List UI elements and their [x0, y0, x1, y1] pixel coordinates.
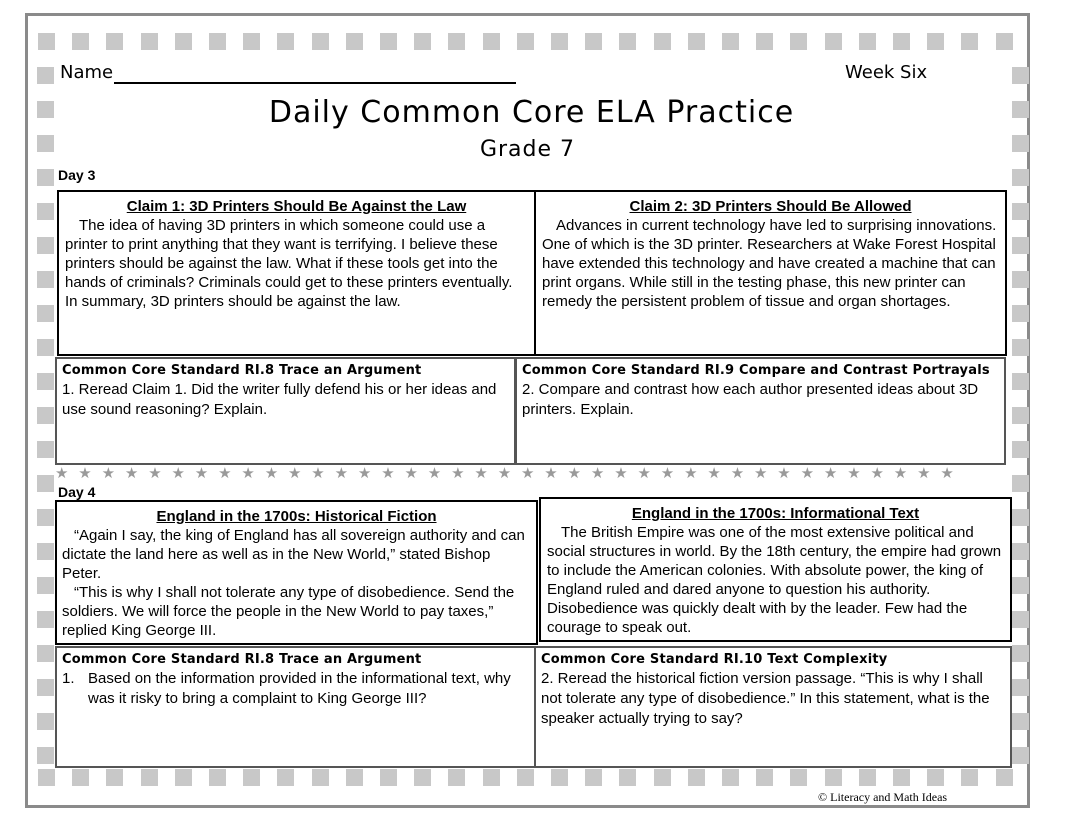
border-square: [37, 441, 54, 458]
border-square: [72, 33, 89, 50]
day4-q1-text: Based on the information provided in the informational text, why was it risky to bring a complaint to King George III?: [88, 670, 511, 707]
day3-q1-text: 1. Reread Claim 1. Did the writer fully defend his or her ideas and use sound reasoning? Explain.: [62, 381, 497, 418]
grade-label: Grade 7: [479, 137, 576, 162]
divider-star: ★: [544, 465, 558, 482]
border-square: [722, 33, 739, 50]
divider-star: ★: [521, 465, 535, 482]
border-square: [551, 769, 568, 786]
border-square: [448, 769, 465, 786]
day4-q2-standard: Common Core Standard RI.10 Text Complexity: [541, 652, 888, 667]
border-square: [37, 577, 54, 594]
divider-star: ★: [148, 465, 162, 482]
border-square: [996, 33, 1013, 50]
border-square: [243, 33, 260, 50]
fiction-title: England in the 1700s: Historical Fiction: [156, 508, 437, 525]
border-square: [1012, 713, 1029, 730]
border-square: [756, 769, 773, 786]
day4-q1-standard: Common Core Standard RI.8 Trace an Argument: [62, 652, 422, 667]
border-square: [1012, 203, 1029, 220]
divider-star: ★: [870, 465, 884, 482]
day3-q2-text: 2. Compare and contrast how each author presented ideas about 3D printers. Explain.: [522, 381, 979, 418]
divider-star: ★: [707, 465, 721, 482]
border-square: [37, 713, 54, 730]
divider-star: ★: [847, 465, 861, 482]
border-square: [312, 769, 329, 786]
border-square: [1012, 577, 1029, 594]
border-square: [1012, 339, 1029, 356]
border-square: [72, 769, 89, 786]
border-square: [209, 769, 226, 786]
day4-question2-box[interactable]: [534, 646, 1012, 768]
divider-star: ★: [893, 465, 908, 482]
divider-star: ★: [241, 465, 255, 482]
border-square: [688, 769, 705, 786]
border-square: [688, 33, 705, 50]
border-square: [37, 747, 54, 764]
page-title: Daily Common Core ELA Practice: [268, 95, 795, 130]
divider-star: ★: [637, 465, 651, 482]
border-square: [141, 33, 158, 50]
border-square: [893, 33, 910, 50]
name-label: Name: [60, 62, 114, 83]
divider-star: ★: [404, 465, 418, 482]
border-square: [37, 271, 54, 288]
claim2-title: Claim 2: 3D Printers Should Be Allowed: [629, 198, 912, 215]
border-square: [37, 67, 54, 84]
border-square: [37, 543, 54, 560]
border-square: [1012, 373, 1029, 390]
border-square: [448, 33, 465, 50]
day3-question2-box[interactable]: [515, 357, 1006, 465]
border-square: [1012, 475, 1029, 492]
divider-star: ★: [567, 465, 582, 482]
divider-star: ★: [194, 465, 209, 482]
border-square: [37, 203, 54, 220]
claim1-box: [57, 190, 536, 356]
border-square: [37, 169, 54, 186]
border-square: [175, 769, 192, 786]
border-square: [106, 33, 123, 50]
border-square: [825, 33, 842, 50]
divider-star: ★: [171, 465, 185, 482]
border-square: [585, 769, 602, 786]
divider-star: ★: [311, 465, 325, 482]
border-square: [37, 373, 54, 390]
border-square: [380, 33, 397, 50]
day4-q1-body: [62, 669, 529, 709]
divider-star: ★: [381, 465, 395, 482]
border-square: [722, 769, 739, 786]
border-square: [654, 33, 671, 50]
border-square: [927, 769, 944, 786]
fiction-para2: “This is why I shall not tolerate any type of disobedience. Send the soldiers. We will force the people in the New World to pay taxes,” replied King George III.: [62, 584, 515, 639]
day3-q1-standard: Common Core Standard RI.8 Trace an Argument: [62, 363, 422, 378]
divider-star: ★: [917, 465, 931, 482]
divider-star: ★: [823, 465, 838, 482]
border-square: [1012, 407, 1029, 424]
divider-star: ★: [660, 465, 675, 482]
border-square: [551, 33, 568, 50]
border-square: [1012, 509, 1029, 526]
claim1-text: The idea of having 3D printers in which someone could use a printer to print anything that they want is terrifying. I believe these printers should be against the law. What if these tools get into the hands of criminals? Criminals could get to these printers eventually. In summary, 3D printers should be against the law.: [65, 217, 513, 310]
border-square: [859, 769, 876, 786]
border-square: [380, 769, 397, 786]
divider-star: ★: [730, 465, 745, 482]
week-label: Week Six: [845, 62, 928, 83]
info-box: [539, 497, 1012, 642]
divider-star: ★: [124, 465, 139, 482]
border-square: [585, 33, 602, 50]
border-square: [1012, 169, 1029, 186]
border-square: [790, 769, 807, 786]
fiction-para1: “Again I say, the king of England has all sovereign authority and can dictate the land here as well as in the New World,” stated Bishop Peter.: [62, 527, 525, 582]
divider-star: ★: [614, 465, 628, 482]
border-square: [37, 305, 54, 322]
border-square: [1012, 679, 1029, 696]
day4-question1-box[interactable]: [55, 646, 536, 768]
divider-star: ★: [264, 465, 279, 482]
divider-star: ★: [497, 465, 512, 482]
border-square: [961, 769, 978, 786]
claim2-text: Advances in current technology have led to surprising innovations. One of which is the 3D printer. Researchers at Wake Forest Hospital have extended this technology and have created a machine that can print organs. While still in the testing phase, this new printer can remedy the persistent problem of tissue and organ shortages.: [542, 217, 997, 310]
info-title: England in the 1700s: Informational Text: [631, 505, 920, 522]
divider-star: ★: [427, 465, 442, 482]
border-square: [893, 769, 910, 786]
divider-star: ★: [101, 465, 116, 482]
day4-q2-text: 2. Reread the historical fiction version passage. “This is why I shall not tolerate any type of disobedience.” In this statement, what is the speaker actually trying to say?: [541, 670, 990, 727]
border-square: [619, 769, 636, 786]
day4-q1-number: 1.: [62, 670, 75, 687]
name-field[interactable]: [60, 62, 520, 86]
border-square: [1012, 441, 1029, 458]
border-square: [1012, 305, 1029, 322]
border-square: [517, 33, 534, 50]
border-square: [37, 339, 54, 356]
border-square: [1012, 611, 1029, 628]
border-square: [37, 237, 54, 254]
border-square: [106, 769, 123, 786]
border-square: [243, 769, 260, 786]
border-square: [37, 611, 54, 628]
border-square: [619, 33, 636, 50]
border-square: [175, 33, 192, 50]
border-square: [209, 33, 226, 50]
info-text: The British Empire was one of the most extensive political and social structures in world. By the 18th century, the empire had grown to include the American colonies. With absolute power, the king of England ruled and dared anyone to question his authority. Disobedience was quickly dealt with by the leader. Few had the courage to speak out.: [547, 524, 1002, 636]
border-square: [141, 769, 158, 786]
divider-star: ★: [800, 465, 815, 482]
border-square: [483, 33, 500, 50]
border-square: [654, 769, 671, 786]
day3-label: Day 3: [58, 167, 96, 183]
divider-star: ★: [218, 465, 232, 482]
border-square: [38, 33, 55, 50]
border-square: [790, 33, 807, 50]
copyright: © Literacy and Math Ideas: [818, 790, 948, 804]
border-square: [37, 509, 54, 526]
divider-star: ★: [78, 465, 92, 482]
divider-star: ★: [288, 465, 302, 482]
claim2-box: [534, 190, 1007, 356]
border-square: [859, 33, 876, 50]
border-square: [346, 33, 363, 50]
day3-question1-box[interactable]: [55, 357, 516, 465]
border-square: [37, 645, 54, 662]
border-square: [1012, 271, 1029, 288]
border-square: [37, 679, 54, 696]
divider-star: ★: [474, 465, 488, 482]
day3-q2-standard: Common Core Standard RI.9 Compare and Contrast Portrayals: [522, 363, 990, 378]
divider-star: ★: [590, 465, 605, 482]
border-square: [414, 769, 431, 786]
border-square: [756, 33, 773, 50]
day4-label: Day 4: [58, 484, 96, 500]
border-square: [38, 769, 55, 786]
divider-star: ★: [754, 465, 768, 482]
border-square: [1012, 543, 1029, 560]
border-square: [1012, 747, 1029, 764]
border-square: [927, 33, 944, 50]
divider-star: ★: [55, 465, 69, 482]
border-square: [414, 33, 431, 50]
divider-star: ★: [357, 465, 372, 482]
border-square: [1012, 67, 1029, 84]
divider-star: ★: [334, 465, 349, 482]
border-square: [996, 769, 1013, 786]
border-square: [483, 769, 500, 786]
divider-star: ★: [777, 465, 791, 482]
divider-star: ★: [940, 465, 954, 482]
border-square: [1012, 645, 1029, 662]
fiction-box: [55, 500, 538, 645]
border-square: [825, 769, 842, 786]
border-square: [277, 769, 294, 786]
border-square: [1012, 237, 1029, 254]
border-square: [37, 407, 54, 424]
divider-star: ★: [684, 465, 698, 482]
name-line: [114, 82, 516, 84]
border-square: [37, 475, 54, 492]
border-square: [312, 33, 329, 50]
border-square: [517, 769, 534, 786]
claim1-title: Claim 1: 3D Printers Should Be Against the Law: [126, 198, 467, 215]
border-square: [346, 769, 363, 786]
divider-star: ★: [451, 465, 465, 482]
border-square: [961, 33, 978, 50]
border-square: [277, 33, 294, 50]
